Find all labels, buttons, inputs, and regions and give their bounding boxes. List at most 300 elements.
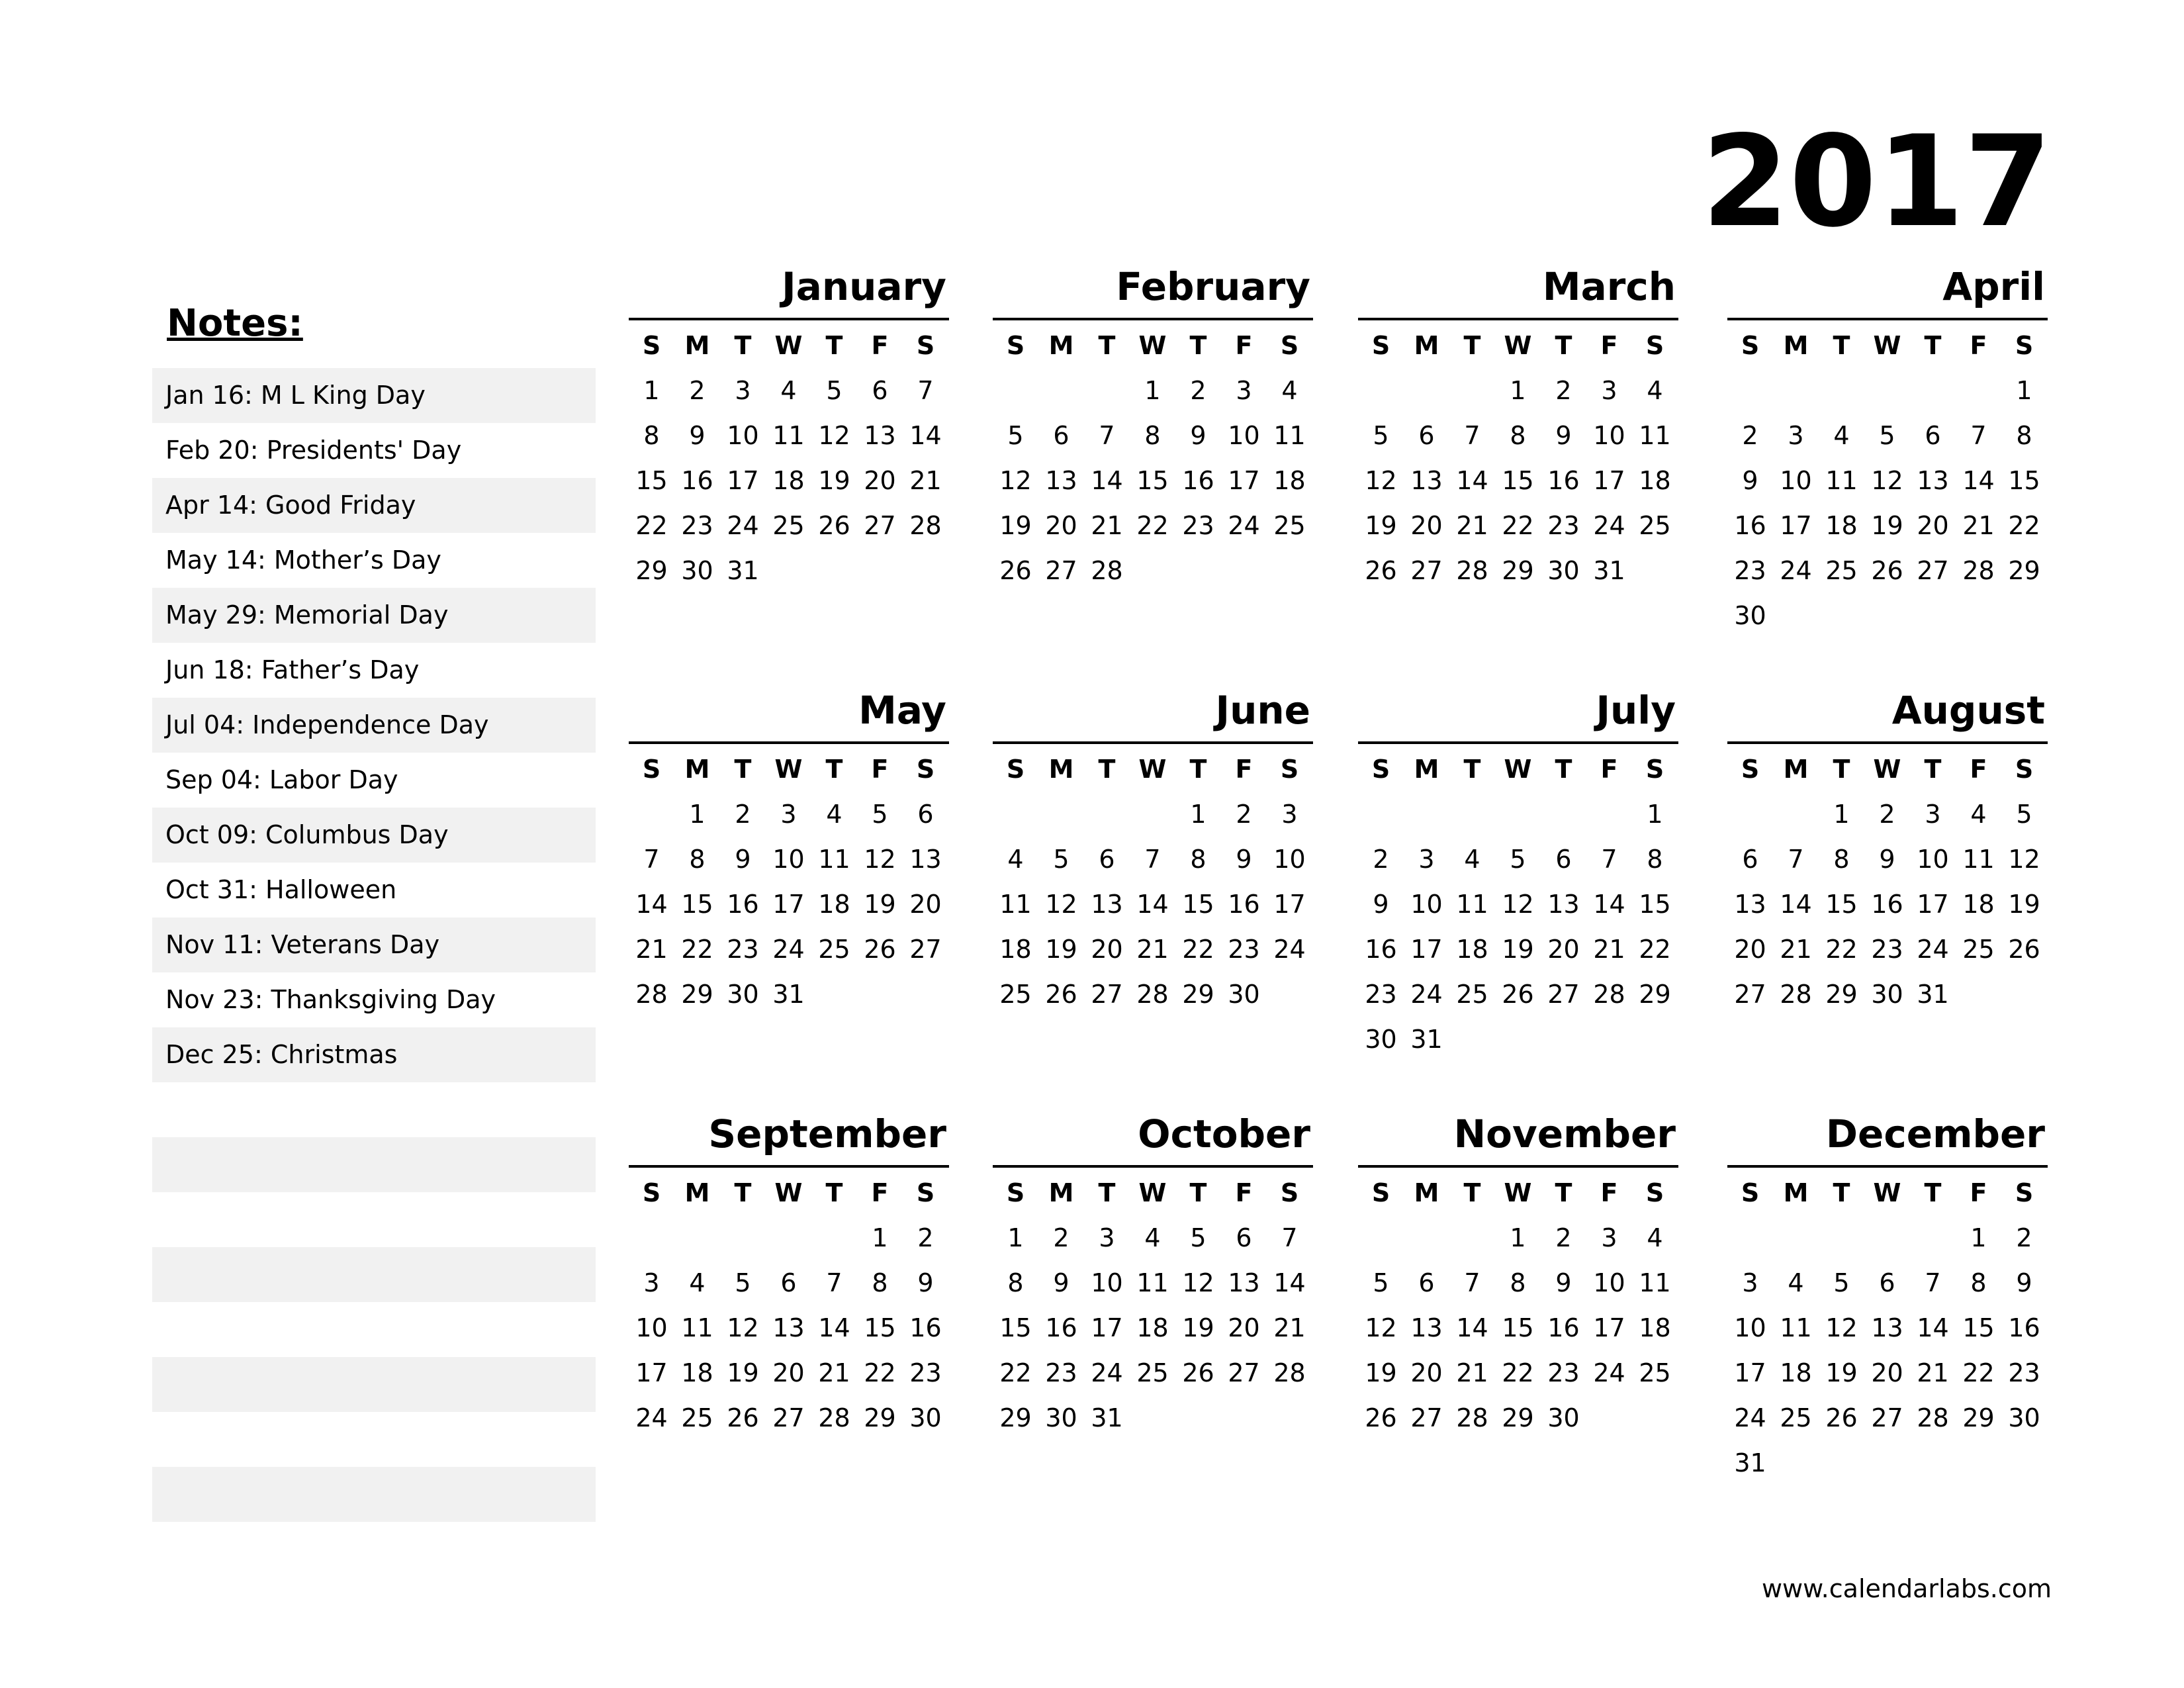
- weekday-header: S: [916, 755, 935, 784]
- day-cell: 7: [1099, 421, 1115, 450]
- day-cell: 9: [917, 1268, 934, 1297]
- day-cell: 12: [1871, 466, 1903, 495]
- day-cell: 5: [1879, 421, 1895, 450]
- day-cell: 28: [1962, 556, 1995, 585]
- day-cell: 11: [1962, 845, 1995, 874]
- day-cell: 22: [1136, 511, 1169, 540]
- month-name: March: [1542, 264, 1676, 309]
- weekday-header: S: [1280, 1178, 1299, 1207]
- day-cell: 3: [1788, 421, 1804, 450]
- day-cell: 4: [1281, 376, 1298, 405]
- day-cell: 29: [1502, 1403, 1534, 1432]
- weekday-header: W: [774, 331, 803, 360]
- day-grid: [1358, 323, 1678, 593]
- day-cell: 20: [909, 890, 942, 919]
- weekday-header: F: [1235, 1178, 1253, 1207]
- day-cell: 19: [1045, 935, 1077, 964]
- empty-day-cell: [1864, 368, 1910, 413]
- empty-day-cell: [1819, 368, 1864, 413]
- day-grid: [993, 1170, 1313, 1440]
- day-cell: 22: [635, 511, 668, 540]
- day-cell: 7: [1970, 421, 1987, 450]
- day-cell: 2: [735, 800, 751, 829]
- weekday-header: F: [1970, 1178, 1987, 1207]
- day-cell: 8: [1833, 845, 1850, 874]
- day-cell: 31: [772, 980, 805, 1009]
- day-cell: 10: [1273, 845, 1306, 874]
- day-cell: 11: [1136, 1268, 1169, 1297]
- day-cell: 25: [999, 980, 1032, 1009]
- day-cell: 21: [635, 935, 668, 964]
- day-cell: 7: [1281, 1223, 1298, 1252]
- empty-day-cell: [1727, 368, 1773, 413]
- day-cell: 19: [1825, 1358, 1858, 1387]
- day-cell: 27: [909, 935, 942, 964]
- weekday-header: M: [1048, 755, 1074, 784]
- day-cell: 21: [818, 1358, 850, 1387]
- day-cell: 14: [1917, 1313, 1949, 1342]
- weekday-header: S: [1280, 331, 1299, 360]
- day-cell: 17: [1917, 890, 1949, 919]
- day-cell: 15: [1962, 1313, 1995, 1342]
- day-cell: 6: [1236, 1223, 1252, 1252]
- note-row: [152, 1247, 596, 1302]
- day-cell: 5: [1510, 845, 1526, 874]
- day-cell: 12: [1502, 890, 1534, 919]
- day-cell: 1: [1647, 800, 1663, 829]
- weekday-header: M: [1783, 331, 1809, 360]
- empty-day-cell: [629, 792, 674, 837]
- weekday-header: S: [916, 331, 935, 360]
- day-cell: 28: [1593, 980, 1625, 1009]
- weekday-header: S: [1741, 755, 1760, 784]
- note-row: Nov 11: Veterans Day: [152, 917, 596, 972]
- month-name: October: [1138, 1111, 1310, 1156]
- day-cell: 18: [1780, 1358, 1812, 1387]
- note-row: Apr 14: Good Friday: [152, 478, 596, 533]
- day-cell: 4: [1007, 845, 1024, 874]
- day-grid: [1727, 1170, 2048, 1485]
- day-cell: 14: [1962, 466, 1995, 495]
- day-cell: 20: [1547, 935, 1580, 964]
- day-cell: 27: [1917, 556, 1949, 585]
- day-cell: 30: [1228, 980, 1260, 1009]
- weekday-header: M: [684, 1178, 710, 1207]
- day-cell: 30: [909, 1403, 942, 1432]
- day-cell: 10: [727, 421, 759, 450]
- day-cell: 14: [1456, 466, 1488, 495]
- empty-day-cell: [1038, 368, 1084, 413]
- website-footer: www.calendarlabs.com: [1761, 1574, 2052, 1603]
- weekday-header: S: [642, 755, 661, 784]
- weekday-header: W: [1138, 755, 1167, 784]
- day-cell: 16: [1871, 890, 1903, 919]
- day-cell: 29: [1182, 980, 1214, 1009]
- weekday-header: T: [1463, 755, 1481, 784]
- day-cell: 29: [1639, 980, 1671, 1009]
- weekday-header: T: [1098, 755, 1116, 784]
- day-cell: 16: [1228, 890, 1260, 919]
- day-cell: 10: [772, 845, 805, 874]
- note-row: Jan 16: M L King Day: [152, 368, 596, 423]
- day-cell: 22: [1182, 935, 1214, 964]
- day-cell: 28: [1456, 556, 1488, 585]
- day-cell: 10: [1593, 421, 1625, 450]
- day-cell: 11: [1780, 1313, 1812, 1342]
- day-cell: 14: [1780, 890, 1812, 919]
- weekday-header: S: [1006, 331, 1025, 360]
- day-cell: 9: [1742, 466, 1758, 495]
- weekday-header: F: [871, 755, 889, 784]
- day-cell: 30: [1547, 1403, 1580, 1432]
- day-cell: 3: [1236, 376, 1252, 405]
- note-row: May 14: Mother’s Day: [165, 545, 441, 575]
- day-cell: 10: [1780, 466, 1812, 495]
- day-cell: 15: [999, 1313, 1032, 1342]
- day-cell: 13: [1091, 890, 1123, 919]
- day-cell: 21: [1136, 935, 1169, 964]
- day-cell: 10: [635, 1313, 668, 1342]
- day-cell: 2: [689, 376, 705, 405]
- empty-day-cell: [1864, 1215, 1910, 1260]
- day-cell: 20: [1091, 935, 1123, 964]
- day-cell: 11: [1639, 1268, 1671, 1297]
- empty-day-cell: [1449, 368, 1495, 413]
- day-cell: 16: [909, 1313, 942, 1342]
- day-cell: 16: [1182, 466, 1214, 495]
- day-cell: 6: [1879, 1268, 1895, 1297]
- empty-day-cell: [993, 368, 1038, 413]
- weekday-header: M: [1048, 331, 1074, 360]
- note-row: [152, 1357, 596, 1412]
- day-cell: 26: [727, 1403, 759, 1432]
- day-cell: 28: [1136, 980, 1169, 1009]
- day-cell: 17: [1091, 1313, 1123, 1342]
- weekday-header: T: [1555, 755, 1572, 784]
- day-cell: 23: [1228, 935, 1260, 964]
- weekday-header: T: [734, 755, 752, 784]
- note-row: Dec 25: Christmas: [152, 1027, 596, 1082]
- day-cell: 7: [643, 845, 660, 874]
- day-cell: 25: [1962, 935, 1995, 964]
- day-cell: 24: [727, 511, 759, 540]
- month-june: [993, 683, 1316, 1054]
- day-cell: 14: [1136, 890, 1169, 919]
- day-cell: 21: [1273, 1313, 1306, 1342]
- weekday-header: F: [1600, 755, 1618, 784]
- weekday-header: W: [774, 1178, 803, 1207]
- empty-day-cell: [1404, 792, 1449, 837]
- day-cell: 24: [1780, 556, 1812, 585]
- day-cell: 6: [1418, 421, 1435, 450]
- weekday-header: F: [871, 1178, 889, 1207]
- day-cell: 23: [909, 1358, 942, 1387]
- month-february: [993, 259, 1316, 630]
- day-cell: 1: [1510, 1223, 1526, 1252]
- month-underline: [1358, 741, 1678, 744]
- empty-day-cell: [1358, 368, 1404, 413]
- day-cell: 24: [1917, 935, 1949, 964]
- day-cell: 8: [872, 1268, 888, 1297]
- month-july: [1358, 683, 1681, 1054]
- day-cell: 25: [1639, 511, 1671, 540]
- day-cell: 10: [1228, 421, 1260, 450]
- day-cell: 18: [1273, 466, 1306, 495]
- note-row: Nov 23: Thanksgiving Day: [165, 985, 496, 1014]
- weekday-header: M: [684, 755, 710, 784]
- day-cell: 17: [1273, 890, 1306, 919]
- day-cell: 8: [1510, 421, 1526, 450]
- day-cell: 13: [1871, 1313, 1903, 1342]
- notes-list: [152, 368, 596, 1522]
- day-cell: 20: [1917, 511, 1949, 540]
- day-cell: 6: [1053, 421, 1069, 450]
- day-cell: 4: [1144, 1223, 1161, 1252]
- day-cell: 25: [1825, 556, 1858, 585]
- day-cell: 24: [772, 935, 805, 964]
- weekday-header: T: [1833, 1178, 1850, 1207]
- day-cell: 31: [1917, 980, 1949, 1009]
- day-cell: 20: [1228, 1313, 1260, 1342]
- day-cell: 1: [1007, 1223, 1024, 1252]
- weekday-header: W: [1504, 755, 1532, 784]
- weekday-header: T: [1555, 331, 1572, 360]
- day-cell: 2: [917, 1223, 934, 1252]
- weekday-header: W: [1138, 1178, 1167, 1207]
- empty-day-cell: [1910, 368, 1956, 413]
- day-cell: 16: [1547, 466, 1580, 495]
- day-cell: 28: [1273, 1358, 1306, 1387]
- weekday-header: F: [1600, 331, 1618, 360]
- day-cell: 25: [681, 1403, 713, 1432]
- note-row: [152, 1137, 596, 1192]
- empty-day-cell: [1404, 1215, 1449, 1260]
- day-cell: 21: [909, 466, 942, 495]
- day-cell: 5: [1007, 421, 1024, 450]
- day-cell: 8: [643, 421, 660, 450]
- empty-day-cell: [1495, 792, 1541, 837]
- month-name: September: [708, 1111, 946, 1156]
- weekday-header: T: [1924, 755, 1942, 784]
- day-cell: 3: [735, 376, 751, 405]
- weekday-header: T: [1463, 1178, 1481, 1207]
- day-cell: 17: [1593, 466, 1625, 495]
- day-cell: 28: [818, 1403, 850, 1432]
- day-grid: [993, 747, 1313, 1017]
- day-cell: 18: [681, 1358, 713, 1387]
- weekday-header: T: [825, 1178, 843, 1207]
- day-cell: 9: [1236, 845, 1252, 874]
- day-cell: 24: [635, 1403, 668, 1432]
- day-cell: 22: [1502, 511, 1534, 540]
- day-cell: 30: [1734, 601, 1766, 630]
- weekday-header: F: [1970, 755, 1987, 784]
- empty-day-cell: [1449, 792, 1495, 837]
- day-cell: 13: [864, 421, 896, 450]
- day-cell: 20: [772, 1358, 805, 1387]
- weekday-header: M: [1783, 755, 1809, 784]
- day-cell: 8: [1647, 845, 1663, 874]
- day-cell: 11: [1456, 890, 1488, 919]
- day-cell: 3: [1742, 1268, 1758, 1297]
- day-cell: 9: [1373, 890, 1389, 919]
- weekday-header: T: [1098, 331, 1116, 360]
- day-cell: 29: [999, 1403, 1032, 1432]
- day-cell: 18: [1825, 511, 1858, 540]
- day-cell: 3: [643, 1268, 660, 1297]
- day-cell: 6: [780, 1268, 797, 1297]
- day-cell: 10: [1734, 1313, 1766, 1342]
- day-cell: 30: [1871, 980, 1903, 1009]
- day-cell: 27: [1091, 980, 1123, 1009]
- day-cell: 22: [864, 1358, 896, 1387]
- note-row: [152, 1302, 596, 1357]
- day-cell: 12: [1825, 1313, 1858, 1342]
- month-october: [993, 1107, 1316, 1477]
- day-cell: 20: [1410, 511, 1443, 540]
- day-cell: 13: [1917, 466, 1949, 495]
- day-cell: 1: [2016, 376, 2032, 405]
- day-cell: 12: [2008, 845, 2040, 874]
- empty-day-cell: [1449, 1215, 1495, 1260]
- day-cell: 27: [1547, 980, 1580, 1009]
- note-row: May 29: Memorial Day: [152, 588, 596, 643]
- day-cell: 28: [909, 511, 942, 540]
- day-cell: 23: [1734, 556, 1766, 585]
- weekday-header: W: [1873, 755, 1901, 784]
- day-cell: 16: [681, 466, 713, 495]
- day-cell: 17: [727, 466, 759, 495]
- day-cell: 19: [1871, 511, 1903, 540]
- day-cell: 29: [1502, 556, 1534, 585]
- empty-day-cell: [993, 792, 1038, 837]
- day-cell: 26: [1365, 1403, 1397, 1432]
- day-cell: 23: [1182, 511, 1214, 540]
- day-cell: 24: [1273, 935, 1306, 964]
- day-cell: 1: [1144, 376, 1161, 405]
- day-cell: 17: [635, 1358, 668, 1387]
- day-cell: 1: [1833, 800, 1850, 829]
- day-cell: 20: [1734, 935, 1766, 964]
- day-cell: 4: [1833, 421, 1850, 450]
- weekday-header: M: [1783, 1178, 1809, 1207]
- month-underline: [1727, 318, 2048, 320]
- day-cell: 11: [681, 1313, 713, 1342]
- day-cell: 7: [917, 376, 934, 405]
- weekday-header: S: [1741, 331, 1760, 360]
- day-cell: 19: [1182, 1313, 1214, 1342]
- month-november: [1358, 1107, 1681, 1477]
- weekday-header: T: [1189, 755, 1207, 784]
- day-cell: 19: [1365, 1358, 1397, 1387]
- month-january: [629, 259, 952, 630]
- day-grid: [1358, 747, 1678, 1062]
- day-cell: 27: [1410, 556, 1443, 585]
- month-name: January: [782, 264, 946, 309]
- weekday-header: W: [1873, 331, 1901, 360]
- day-cell: 10: [1593, 1268, 1625, 1297]
- day-cell: 21: [1456, 511, 1488, 540]
- day-grid: [993, 323, 1313, 593]
- weekday-header: S: [2015, 1178, 2034, 1207]
- weekday-header: S: [1645, 331, 1664, 360]
- day-cell: 15: [1825, 890, 1858, 919]
- day-cell: 4: [1647, 376, 1663, 405]
- day-cell: 25: [1136, 1358, 1169, 1387]
- weekday-header: M: [1414, 1178, 1439, 1207]
- empty-day-cell: [674, 1215, 720, 1260]
- empty-day-cell: [1084, 368, 1130, 413]
- day-cell: 18: [772, 466, 805, 495]
- day-cell: 20: [1045, 511, 1077, 540]
- day-cell: 7: [1464, 1268, 1480, 1297]
- weekday-header: W: [1504, 331, 1532, 360]
- day-cell: 13: [1547, 890, 1580, 919]
- day-cell: 13: [1410, 466, 1443, 495]
- day-cell: 3: [1281, 800, 1298, 829]
- day-cell: 19: [864, 890, 896, 919]
- day-cell: 26: [818, 511, 850, 540]
- day-cell: 7: [1144, 845, 1161, 874]
- day-cell: 26: [1502, 980, 1534, 1009]
- weekday-header: S: [916, 1178, 935, 1207]
- day-cell: 13: [1734, 890, 1766, 919]
- day-grid: [629, 747, 949, 1017]
- weekday-header: M: [1414, 331, 1439, 360]
- month-underline: [1358, 318, 1678, 320]
- day-cell: 19: [818, 466, 850, 495]
- weekday-header: S: [1280, 755, 1299, 784]
- day-cell: 11: [1825, 466, 1858, 495]
- weekday-header: S: [2015, 331, 2034, 360]
- day-cell: 13: [772, 1313, 805, 1342]
- weekday-header: T: [1463, 331, 1481, 360]
- day-cell: 4: [1788, 1268, 1804, 1297]
- note-row: Jun 18: Father’s Day: [165, 655, 420, 684]
- day-cell: 14: [1593, 890, 1625, 919]
- day-cell: 8: [1190, 845, 1206, 874]
- day-cell: 26: [864, 935, 896, 964]
- day-cell: 12: [1045, 890, 1077, 919]
- day-cell: 3: [780, 800, 797, 829]
- day-cell: 8: [1007, 1268, 1024, 1297]
- note-row: Oct 09: Columbus Day: [152, 808, 596, 863]
- day-cell: 25: [1780, 1403, 1812, 1432]
- day-cell: 23: [1045, 1358, 1077, 1387]
- day-cell: 8: [1144, 421, 1161, 450]
- day-cell: 11: [772, 421, 805, 450]
- day-cell: 27: [1045, 556, 1077, 585]
- day-cell: 24: [1410, 980, 1443, 1009]
- day-cell: 25: [772, 511, 805, 540]
- day-cell: 7: [826, 1268, 842, 1297]
- month-underline: [1727, 741, 2048, 744]
- day-cell: 2: [1190, 376, 1206, 405]
- day-cell: 16: [727, 890, 759, 919]
- day-cell: 4: [1970, 800, 1987, 829]
- day-cell: 3: [1601, 1223, 1617, 1252]
- month-underline: [629, 1165, 949, 1168]
- day-cell: 13: [1045, 466, 1077, 495]
- day-cell: 6: [1099, 845, 1115, 874]
- day-cell: 23: [1871, 935, 1903, 964]
- weekday-header: S: [1006, 755, 1025, 784]
- empty-day-cell: [1130, 792, 1175, 837]
- day-cell: 5: [826, 376, 842, 405]
- day-cell: 15: [681, 890, 713, 919]
- day-grid: [629, 323, 949, 593]
- day-grid: [1358, 1170, 1678, 1440]
